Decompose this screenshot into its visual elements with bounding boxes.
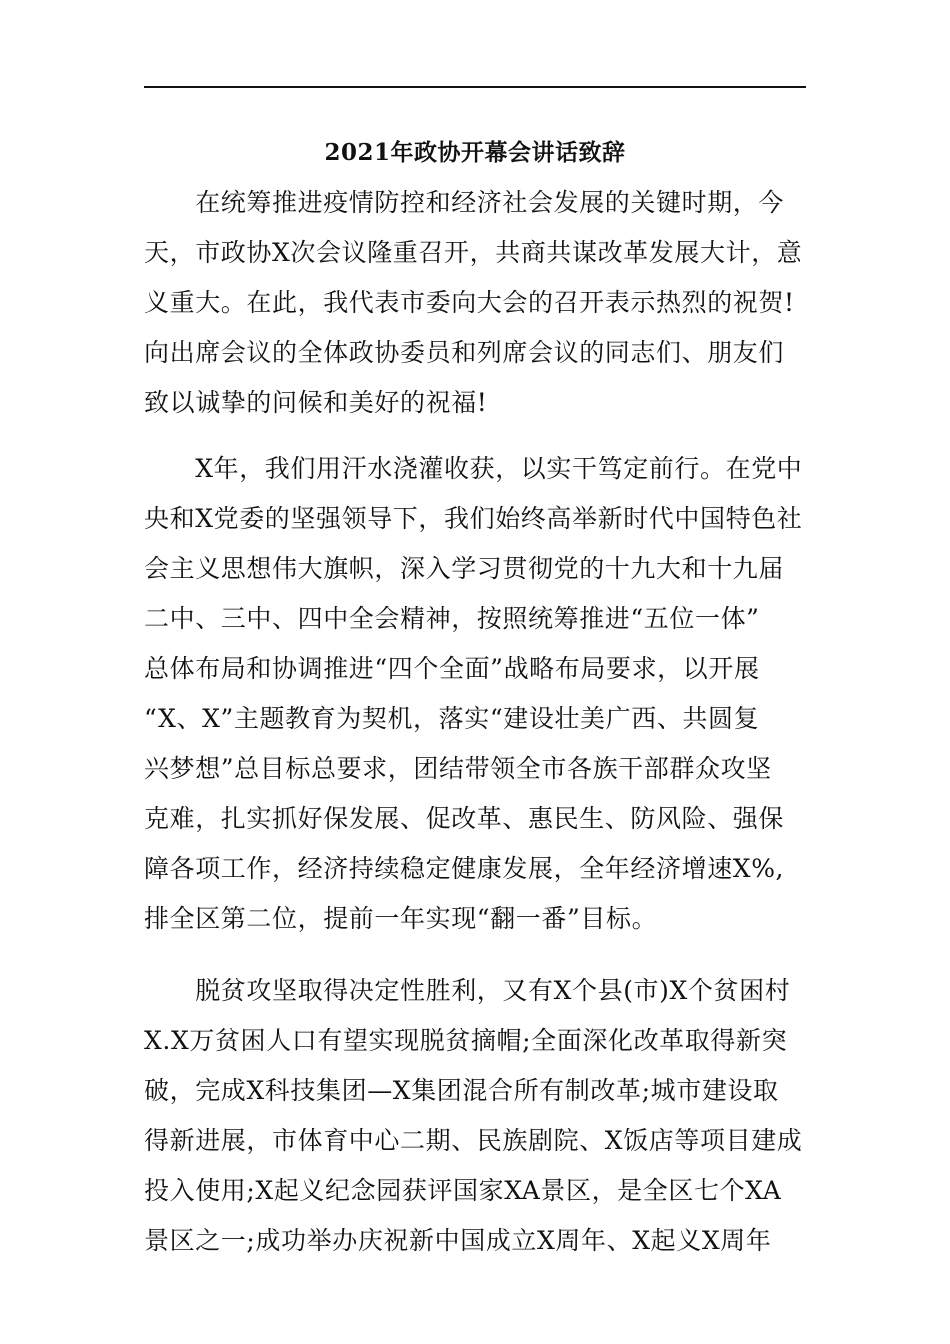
document-body [144,178,806,1266]
paragraph-spacing [144,944,806,966]
paragraph-spacing [144,428,806,444]
text-line: 投入使用;X起义纪念园获评国家XA景区，是全区七个XA [144,1176,782,1205]
text-line: 得新进展，市体育中心二期、民族剧院、X饭店等项目建成 [144,1126,803,1155]
document-title: 2021年政协开幕会讲话致辞 [324,139,626,166]
text-line: 会主义思想伟大旗帜，深入学习贯彻党的十九大和十九届 [144,554,785,583]
text-line: 致以诚挚的问候和美好的祝福! [144,388,488,417]
text-line: 天，市政协X次会议隆重召开，共商共谋改革发展大计，意 [144,238,803,267]
text-line: 破，完成X科技集团—X集团混合所有制改革;城市建设取 [144,1076,779,1105]
text-line: 障各项工作，经济持续稳定健康发展，全年经济增速X%, [144,854,785,883]
paragraph-1 [144,178,806,428]
text-line: 二中、三中、四中全会精神，按照统筹推进“五位一体” [144,604,760,633]
text-line: 脱贫攻坚取得决定性胜利，又有X个县(市)X个贫困村 [144,976,791,1005]
text-line: 排全区第二位，提前一年实现“翻一番”目标。 [144,904,658,933]
paragraph-3 [144,966,806,1266]
text-line: 央和X党委的坚强领导下，我们始终高举新时代中国特色社 [144,504,803,533]
paragraph-2 [144,444,806,944]
text-line: 向出席会议的全体政协委员和列席会议的同志们、朋友们 [144,338,785,367]
text-line: 景区之一;成功举办庆祝新中国成立X周年、X起义X周年 [144,1226,772,1255]
text-line: X年，我们用汗水浇灌收获，以实干笃定前行。在党中 [144,454,803,483]
text-line: 义重大。在此，我代表市委向大会的召开表示热烈的祝贺! [144,288,795,317]
text-line: “X、X”主题教育为契机，落实“建设壮美广西、共圆复 [144,704,760,733]
text-line: 克难，扎实抓好保发展、促改革、惠民生、防风险、强保 [144,804,785,833]
header-divider [144,86,806,88]
text-line: 兴梦想”总目标总要求，团结带领全市各族干部群众攻坚 [144,754,772,783]
text-line: 总体布局和协调推进“四个全面”战略布局要求，以开展 [144,654,760,683]
text-line: 在统筹推进疫情防控和经济社会发展的关键时期，今 [144,188,785,217]
text-line: X.X万贫困人口有望实现脱贫摘帽;全面深化改革取得新突 [144,1026,788,1055]
